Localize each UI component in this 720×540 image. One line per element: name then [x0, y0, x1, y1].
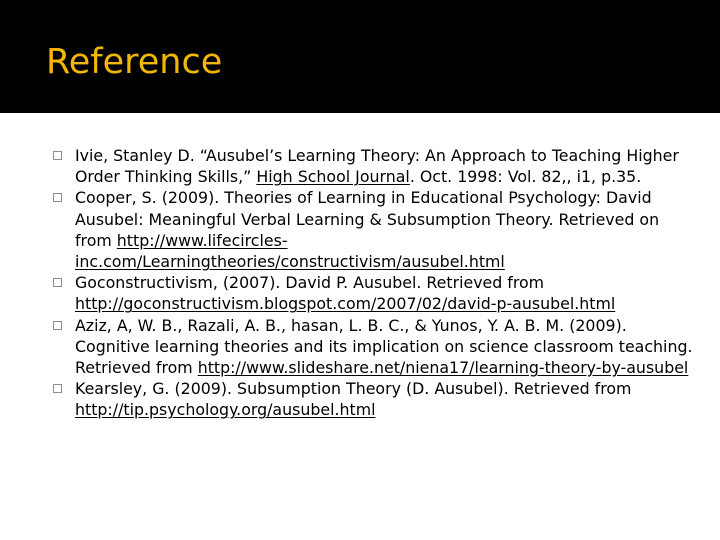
reference-text-end: . Oct. 1998: Vol. 82,, i1, p.35.: [409, 167, 642, 187]
slide-title: Reference: [46, 42, 223, 82]
reference-text: Goconstructivism, (2007). David P. Ausubel. Retrieved from: [75, 273, 545, 293]
reference-list: [53, 145, 693, 421]
journal-title: High School Journal: [256, 167, 410, 187]
title-bar: [0, 0, 720, 113]
reference-text: Ivie, Stanley D. “Ausubel’s Learning Theory: An Approach to Teaching Higher Order Thinking Skills,”: [75, 146, 679, 187]
bullet-icon: [53, 321, 62, 330]
reference-item-aziz: [53, 315, 693, 379]
reference-text: Kearsley, G. (2009). Subsumption Theory (D. Ausubel). Retrieved from: [75, 379, 632, 399]
bullet-icon: [53, 278, 62, 287]
reference-text: Cooper, S. (2009). Theories of Learning in Educational Psychology: David Ausubel: Meaningful Verbal Learning & Subsumption Theory. Retrieved on from: [75, 188, 660, 250]
reference-link[interactable]: http://goconstructivism.blogspot.com/2007/02/david-p-ausubel.html: [75, 294, 616, 314]
reference-link[interactable]: http://www.lifecircles-inc.com/Learningtheories/constructivism/ausubel.html: [75, 230, 505, 272]
bullet-icon: [53, 384, 62, 393]
bullet-icon: [53, 151, 62, 160]
reference-link[interactable]: http://www.slideshare.net/niena17/learning-theory-by-ausubel: [197, 358, 689, 378]
reference-item-goconstructivism: [53, 272, 693, 314]
reference-item-cooper: [53, 187, 693, 272]
bullet-icon: [53, 193, 62, 202]
reference-link[interactable]: http://tip.psychology.org/ausubel.html: [75, 400, 376, 420]
reference-item-kearsley: [53, 378, 693, 420]
reference-item-ivie: [53, 145, 693, 187]
reference-text: Aziz, A, W. B., Razali, A. B., hasan, L. B. C., & Yunos, Y. A. B. M. (2009). Cognitive learning theories and its implication on science classroom teaching. Retrieved from: [75, 315, 693, 378]
